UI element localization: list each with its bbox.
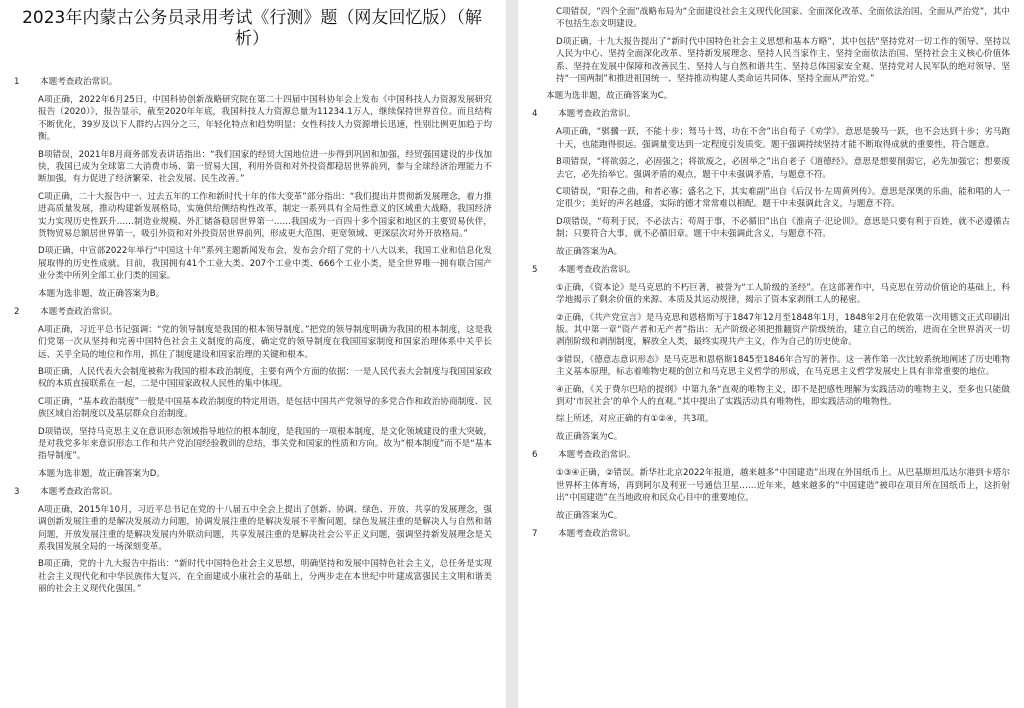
option-explanation: ③错误，《德意志意识形态》是马克思和恩格斯1845至1846年合写的著作。这一著作第一次比较系统地阐述了历史唯物主义基本原理，标志着唯物史观的创立和马克思主义哲学的形成，在马克思主义哲学发展史上具有非常重要的地位。 <box>556 354 1010 378</box>
answer-line: 本题为选非题，故正确答案为B。 <box>38 288 165 299</box>
question-stem: 本题考查政治常识。 <box>558 450 636 461</box>
question-stem: 本题考查政治常识。 <box>558 109 636 120</box>
option-explanation: A项正确，2022年6月25日，中国科协创新战略研究院在第二十四届中国科协年会上发布《中国科技人力资源发展研究报告（2020）》，报告显示，截至2020年年底，我国科技人力资源总量为11234.1万人，继续保持世界首位。而且结构不断优化，39岁及以下人群约占四分之三，年轻化特点和趋势明显；女性科技人力资源增长迅速，性别比例更加趋于均衡。 <box>38 95 492 143</box>
option-explanation: A项正确，2015年10月，习近平总书记在党的十八届五中全会上提出了创新、协调、绿色、开放、共享的发展理念，强调创新发展注重的是解决发展动力问题，协调发展注重的是解决发展不平衡问题，绿色发展注重的是解决人与自然和谐问题，开放发展注重的是解决发展内外联动问题，共享发展注重的是解决社会公平正义问题，强调坚持新发展理念是关系我国发展全局的一场深刻变革。 <box>38 504 492 552</box>
question-header <box>530 108 1010 120</box>
option-explanation: D项错误，“苟利于民，不必法古；苟周于事，不必循旧”出自《淮南子·汜论训》。意思是只要有利于百姓，就不必遵循古制；只要符合大事，就不必循旧章。题干中未强调此含义，与题意不符。 <box>556 216 1010 240</box>
option-explanation: B项正确，人民代表大会制度被称为我国的根本政治制度，主要有两个方面的依据：一是人民代表大会制度与我国国家政权的本质直接联系在一起，二是中国国家政权人民性的集中体现。 <box>38 366 492 390</box>
question-number: 1 <box>14 77 20 87</box>
page-gap <box>506 0 518 708</box>
question-header <box>12 306 492 318</box>
option-explanation: C项错误，“阳春之曲，和者必寡；盛名之下，其实难副”出自《后汉书·左周黄列传》。意思是深奥的乐曲，能和唱的人一定很少；美好的声名越盛，实际的德才常常难以相配。题干中未强调此含义，与题意不符。 <box>556 187 1010 210</box>
question-number: 3 <box>14 486 20 497</box>
option-explanation: A项正确，习近平总书记强调：“党的领导制度是我国的根本领导制度。”把党的领导制度明确为我国的根本制度，这是我们党第一次从坚持和完善中国特色社会主义制度的高度，确定党的领导制度在我国国家制度和国家治理体系中关乎长远、关乎全局的地位和作用，抓住了制度建设和国家治理的关键和根本。 <box>38 324 492 360</box>
question-stem: 本题考查政治常识。 <box>40 486 118 497</box>
question-number: 6 <box>532 450 538 461</box>
option-explanation: ①③④正确，②错误。新华社北京2022年报道，越来越多“中国建造”出现在外国纸币上。从巴基斯坦瓜达尔港到卡塔尔世界杯主体育场，再到阿尔及利亚一号通信卫星……近年来，越来越多的“中国建造”被印在项目所在国纸币上，这折射出“中国建造”在当地政府和民众心目中的重要地位。 <box>556 468 1010 504</box>
question-stem: 本题考查政治常识。 <box>40 306 118 317</box>
option-explanation: ④正确，《关于费尔巴哈的提纲》中第九条“直观的唯物主义，即不是把感性理解为实践活动的唯物主义，至多也只能做到对‘市民社会’的单个人的直观。”其中提出了实践活动具有唯物性，即实践活动的唯物性。 <box>556 384 1010 407</box>
option-explanation: B项错误，2021年8月商务部发表讲话指出：“我们国家的经贸大国地位进一步得到巩固和加强，经贸强国建设的步伐加快，我国已成为全球第二大消费市场、第一贸易大国，利用外资和对外投资都稳居世界前列，参与全球经济治理能力不断加强，有力促进了经济繁荣、社会发展、民生改善。” <box>38 149 492 185</box>
option-explanation: B项正确，党的十九大报告中指出：“新时代中国特色社会主义思想，明确坚持和发展中国特色社会主义，总任务是实现社会主义现代化和中华民族伟大复兴，在全面建成小康社会的基础上，分两步走在本世纪中叶建成富强民主文明和谐美丽的社会主义现代化强国。” <box>38 559 492 595</box>
answer-summary: 综上所述，对应正确的有①②④，共3项。 <box>556 414 714 425</box>
answer-line: 故正确答案为A。 <box>556 246 623 257</box>
option-explanation: D项正确，十九大报告提出了“新时代中国特色社会主义思想和基本方略”，其中包括“坚持党对一切工作的领导、坚持以人民为中心、坚持全面深化改革、坚持新发展理念、坚持人民当家作主、坚持全面依法治国、坚持社会主义核心价值体系、坚持在发展中保障和改善民生、坚持人与自然和谐共生、坚持总体国家安全观、坚持党对人民军队的绝对领导、坚持“一国两制”和推进祖国统一、坚持推动构建人类命运共同体、坚持全面从严治党。” <box>556 36 1010 85</box>
question-number: 4 <box>532 109 538 120</box>
document-page-left <box>0 0 506 708</box>
option-explanation: D项错误，坚持马克思主义在意识形态领域指导地位的根本制度，是我国的一项根本制度，是文化领域建设的重大突破，是对我党多年来意识形态工作和共产党治国经验教训的总结，事关党和国家的性质和方向。故为“根本制度”而不是“基本指导制度”。 <box>38 426 492 462</box>
question-number: 7 <box>532 528 538 539</box>
question-header <box>12 486 492 498</box>
question-header <box>530 264 1010 276</box>
option-explanation: C项正确，二十大报告中一、过去五年的工作和新时代十年的伟大变革”部分指出：“我们提出并贯彻新发展理念，着力推进高质量发展，推动构建新发展格局，实施供给侧结构性改革，制定一系列具有全局性意义的区域重大战略，我国经济实力实现历史性跃升……制造业规模、外汇储备稳居世界第一……我国成为一百四十多个国家和地区的主要贸易伙伴，货物贸易总额居世界第一，吸引外资和对外投资居世界前列，形成更大范围、更宽领域、更深层次对外开放格局。” <box>38 191 492 240</box>
question-stem: 本题考查政治常识。 <box>40 77 118 87</box>
question-header <box>530 528 1010 540</box>
option-explanation: B项错误，“将欲弱之，必固强之；将欲废之，必固举之”出自老子《道德经》。意思是想要削弱它，必先加强它；想要废去它，必先抬举它。强调矛盾的观点，题干中未强调矛盾，与题意不符。 <box>556 157 1010 180</box>
question-header <box>12 76 492 88</box>
question-stem: 本题考查政治常识。 <box>558 528 636 539</box>
option-explanation: D项正确，中宣部2022年举行“中国这十年”系列主题新闻发布会，发布会介绍了党的十八大以来，我国工业和信息化发展取得的历史性成就。目前，我国拥有41个工业大类、207个工业中类、666个工业小类，是全世界唯一拥有联合国产业分类中所列全部工业门类的国家。 <box>38 246 492 282</box>
option-explanation: ①正确，《资本论》是马克思的不朽巨著，被誉为“工人阶级的圣经”。在这部著作中，马克思在劳动价值论的基础上，科学地揭示了剩余价值的来源、本质及其运动规律，揭示了资本家剥削工人的秘密。 <box>556 282 1010 306</box>
option-explanation: A项正确，“骐骥一跃，不能十步；驽马十驾，功在不舍”出自荀子《劝学》。意思是骏马一跃，也不会达到十步；劣马跑十天，也能跑得很远。强调量变达到一定程度引发质变。题干强调持续坚持才能不断取得成就的重要性，符合题意。 <box>556 127 1010 150</box>
option-explanation: ②正确，《共产党宣言》是马克思和恩格斯写于1847年12月至1848年1月，1848年2月在伦敦第一次用德文正式印刷出版。其中第一章“资产者和无产者”指出：无产阶级必须把推翻资产阶级统治，建立自己的统治，进而在全世界消灭一切剥削阶级和剥削制度，解放全人类，最终实现共产主义，作为自己的历史使命。 <box>556 312 1010 348</box>
document-title: 2023年内蒙古公务员录用考试《行测》题（网友回忆版）（解析） <box>22 8 482 49</box>
question-number: 2 <box>14 306 20 317</box>
answer-line: 本题为选非题，故正确答案为C。 <box>546 91 673 102</box>
question-stem: 本题考查政治常识。 <box>558 264 636 275</box>
question-header <box>530 449 1010 461</box>
answer-line: 本题为选非题，故正确答案为D。 <box>38 468 165 479</box>
document-page-right <box>518 0 1024 708</box>
question-number: 5 <box>532 264 538 275</box>
option-explanation: C项正确，“基本政治制度”一般是中国基本政治制度的特定用语，是包括中国共产党领导的多党合作和政治协商制度、民族区域自治制度以及基层群众自治制度。 <box>38 396 492 420</box>
option-explanation: C项错误，“四个全面”战略布局为“全面建设社会主义现代化国家、全面深化改革、全面依法治国、全面从严治党”，其中不包括生态文明建设。 <box>556 7 1010 30</box>
answer-line: 故正确答案为C。 <box>556 432 623 443</box>
answer-line: 故正确答案为C。 <box>556 510 623 521</box>
